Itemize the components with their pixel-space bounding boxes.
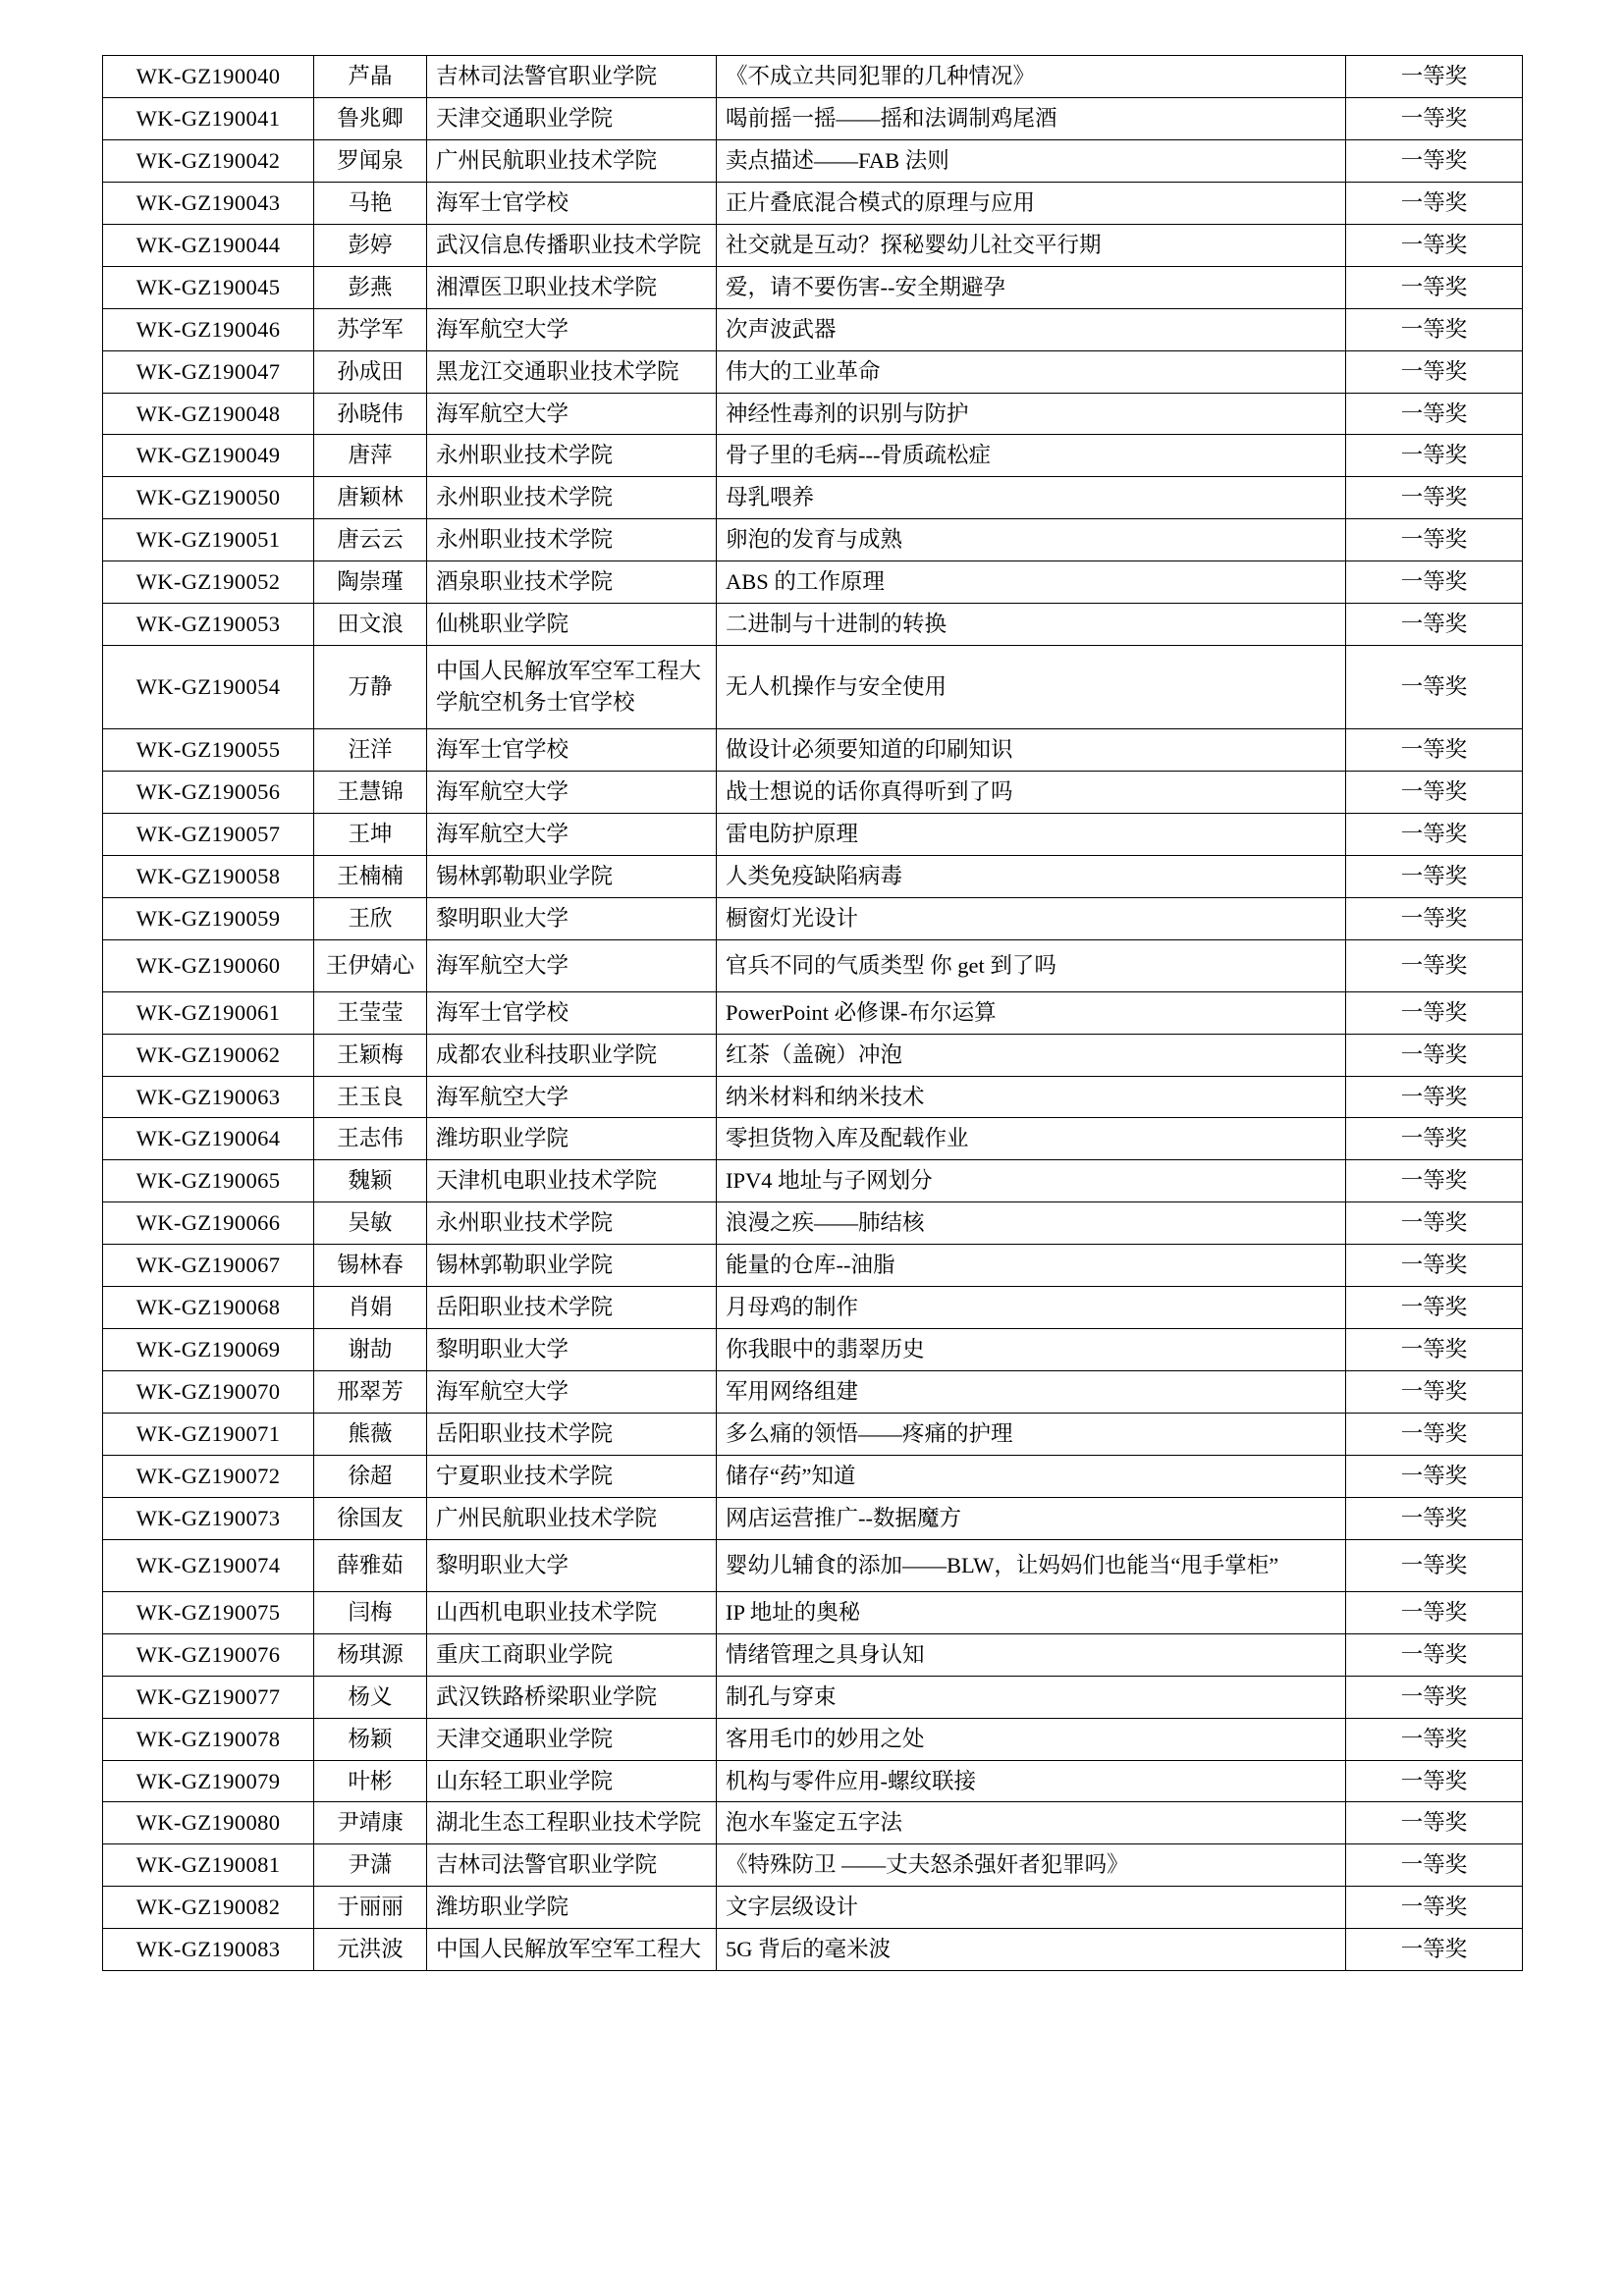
cell-code: WK-GZ190079: [103, 1760, 314, 1802]
table-row: [103, 266, 1523, 308]
cell-name: 马艳: [314, 182, 427, 224]
cell-institution: 海军士官学校: [427, 729, 717, 772]
cell-title: ABS 的工作原理: [717, 561, 1346, 604]
cell-title: 红茶（盖碗）冲泡: [717, 1034, 1346, 1076]
table-row: [103, 1245, 1523, 1287]
table-row: [103, 1497, 1523, 1539]
cell-title: 机构与零件应用-螺纹联接: [717, 1760, 1346, 1802]
cell-title: 战士想说的话你真得听到了吗: [717, 771, 1346, 813]
cell-name: 锡林春: [314, 1245, 427, 1287]
cell-code: WK-GZ190055: [103, 729, 314, 772]
cell-institution: 潍坊职业学院: [427, 1118, 717, 1160]
cell-name: 于丽丽: [314, 1887, 427, 1929]
cell-title: IPV4 地址与子网划分: [717, 1160, 1346, 1202]
cell-institution: 黎明职业大学: [427, 897, 717, 939]
cell-award: 一等奖: [1346, 1802, 1523, 1844]
cell-institution: 海军航空大学: [427, 1371, 717, 1414]
cell-title: IP 地址的奥秘: [717, 1591, 1346, 1633]
cell-name: 闫梅: [314, 1591, 427, 1633]
table-row: [103, 1633, 1523, 1676]
cell-code: WK-GZ190052: [103, 561, 314, 604]
cell-code: WK-GZ190067: [103, 1245, 314, 1287]
cell-code: WK-GZ190081: [103, 1844, 314, 1887]
cell-code: WK-GZ190046: [103, 308, 314, 350]
cell-institution: 武汉信息传播职业技术学院: [427, 224, 717, 266]
cell-name: 王伊婧心: [314, 939, 427, 991]
cell-title: 零担货物入库及配载作业: [717, 1118, 1346, 1160]
cell-title: 母乳喂养: [717, 477, 1346, 519]
cell-title: 多么痛的领悟——疼痛的护理: [717, 1414, 1346, 1456]
table-row: [103, 1760, 1523, 1802]
table-row: [103, 97, 1523, 139]
table-row: [103, 1455, 1523, 1497]
cell-award: 一等奖: [1346, 56, 1523, 98]
cell-award: 一等奖: [1346, 729, 1523, 772]
cell-title: 次声波武器: [717, 308, 1346, 350]
cell-title: 卵泡的发育与成熟: [717, 519, 1346, 561]
cell-name: 尹潇: [314, 1844, 427, 1887]
cell-award: 一等奖: [1346, 1118, 1523, 1160]
cell-award: 一等奖: [1346, 393, 1523, 435]
cell-institution: 潍坊职业学院: [427, 1887, 717, 1929]
cell-code: WK-GZ190073: [103, 1497, 314, 1539]
cell-code: WK-GZ190048: [103, 393, 314, 435]
cell-award: 一等奖: [1346, 1245, 1523, 1287]
cell-name: 王慧锦: [314, 771, 427, 813]
cell-title: 正片叠底混合模式的原理与应用: [717, 182, 1346, 224]
cell-institution: 永州职业技术学院: [427, 435, 717, 477]
cell-code: WK-GZ190078: [103, 1718, 314, 1760]
cell-award: 一等奖: [1346, 1633, 1523, 1676]
cell-code: WK-GZ190069: [103, 1329, 314, 1371]
table-row: [103, 771, 1523, 813]
table-row: [103, 1034, 1523, 1076]
cell-name: 唐云云: [314, 519, 427, 561]
cell-institution: 锡林郭勒职业学院: [427, 1245, 717, 1287]
cell-code: WK-GZ190071: [103, 1414, 314, 1456]
table-row: [103, 1844, 1523, 1887]
cell-institution: 海军航空大学: [427, 813, 717, 855]
cell-title: 伟大的工业革命: [717, 350, 1346, 393]
cell-code: WK-GZ190063: [103, 1076, 314, 1118]
cell-code: WK-GZ190040: [103, 56, 314, 98]
cell-award: 一等奖: [1346, 139, 1523, 182]
cell-code: WK-GZ190061: [103, 991, 314, 1034]
cell-name: 王坤: [314, 813, 427, 855]
cell-institution: 海军航空大学: [427, 939, 717, 991]
cell-title: 喝前摇一摇——摇和法调制鸡尾酒: [717, 97, 1346, 139]
cell-award: 一等奖: [1346, 477, 1523, 519]
cell-award: 一等奖: [1346, 1676, 1523, 1718]
cell-code: WK-GZ190051: [103, 519, 314, 561]
cell-award: 一等奖: [1346, 97, 1523, 139]
cell-award: 一等奖: [1346, 813, 1523, 855]
cell-title: 二进制与十进制的转换: [717, 604, 1346, 646]
cell-award: 一等奖: [1346, 1329, 1523, 1371]
cell-name: 熊薇: [314, 1414, 427, 1456]
cell-code: WK-GZ190077: [103, 1676, 314, 1718]
cell-code: WK-GZ190049: [103, 435, 314, 477]
cell-institution: 湖北生态工程职业技术学院: [427, 1802, 717, 1844]
cell-title: 月母鸡的制作: [717, 1287, 1346, 1329]
cell-award: 一等奖: [1346, 939, 1523, 991]
cell-title: 制孔与穿束: [717, 1676, 1346, 1718]
table-row: [103, 1118, 1523, 1160]
cell-name: 元洪波: [314, 1929, 427, 1971]
table-row: [103, 224, 1523, 266]
cell-institution: 海军航空大学: [427, 393, 717, 435]
cell-award: 一等奖: [1346, 1591, 1523, 1633]
cell-name: 孙晓伟: [314, 393, 427, 435]
table-row: [103, 1076, 1523, 1118]
table-row: [103, 855, 1523, 897]
cell-name: 王楠楠: [314, 855, 427, 897]
cell-award: 一等奖: [1346, 1371, 1523, 1414]
cell-code: WK-GZ190065: [103, 1160, 314, 1202]
awards-table: [102, 55, 1523, 1971]
cell-code: WK-GZ190076: [103, 1633, 314, 1676]
cell-name: 徐超: [314, 1455, 427, 1497]
cell-code: WK-GZ190059: [103, 897, 314, 939]
table-row: [103, 519, 1523, 561]
cell-award: 一等奖: [1346, 1202, 1523, 1245]
cell-award: 一等奖: [1346, 1160, 1523, 1202]
cell-code: WK-GZ190044: [103, 224, 314, 266]
cell-name: 王颖梅: [314, 1034, 427, 1076]
cell-name: 谢劼: [314, 1329, 427, 1371]
table-row: [103, 1802, 1523, 1844]
cell-title: 《不成立共同犯罪的几种情况》: [717, 56, 1346, 98]
cell-award: 一等奖: [1346, 1539, 1523, 1591]
cell-institution: 天津交通职业学院: [427, 97, 717, 139]
cell-institution: 海军航空大学: [427, 771, 717, 813]
cell-institution: 海军士官学校: [427, 182, 717, 224]
cell-institution: 永州职业技术学院: [427, 477, 717, 519]
cell-institution: 永州职业技术学院: [427, 519, 717, 561]
cell-institution: 山西机电职业技术学院: [427, 1591, 717, 1633]
cell-code: WK-GZ190072: [103, 1455, 314, 1497]
cell-institution: 重庆工商职业学院: [427, 1633, 717, 1676]
cell-name: 邢翠芳: [314, 1371, 427, 1414]
cell-institution: 广州民航职业技术学院: [427, 1497, 717, 1539]
cell-title: 神经性毒剂的识别与防护: [717, 393, 1346, 435]
cell-code: WK-GZ190074: [103, 1539, 314, 1591]
cell-title: 人类免疫缺陷病毒: [717, 855, 1346, 897]
cell-name: 彭婷: [314, 224, 427, 266]
cell-award: 一等奖: [1346, 646, 1523, 729]
cell-award: 一等奖: [1346, 1287, 1523, 1329]
cell-name: 汪洋: [314, 729, 427, 772]
table-row: [103, 182, 1523, 224]
cell-institution: 天津机电职业技术学院: [427, 1160, 717, 1202]
table-row: [103, 991, 1523, 1034]
cell-title: 雷电防护原理: [717, 813, 1346, 855]
cell-title: 骨子里的毛病---骨质疏松症: [717, 435, 1346, 477]
table-row: [103, 604, 1523, 646]
cell-title: 文字层级设计: [717, 1887, 1346, 1929]
cell-code: WK-GZ190064: [103, 1118, 314, 1160]
cell-institution: 岳阳职业技术学院: [427, 1287, 717, 1329]
cell-institution: 海军航空大学: [427, 1076, 717, 1118]
table-row: [103, 435, 1523, 477]
cell-title: 做设计必须要知道的印刷知识: [717, 729, 1346, 772]
cell-code: WK-GZ190050: [103, 477, 314, 519]
cell-institution: 中国人民解放军空军工程大学航空机务士官学校: [427, 646, 717, 729]
cell-title: 卖点描述——FAB 法则: [717, 139, 1346, 182]
cell-title: PowerPoint 必修课-布尔运算: [717, 991, 1346, 1034]
table-row: [103, 939, 1523, 991]
cell-award: 一等奖: [1346, 1455, 1523, 1497]
cell-code: WK-GZ190075: [103, 1591, 314, 1633]
cell-institution: 成都农业科技职业学院: [427, 1034, 717, 1076]
cell-name: 唐颖林: [314, 477, 427, 519]
cell-institution: 广州民航职业技术学院: [427, 139, 717, 182]
cell-institution: 湘潭医卫职业技术学院: [427, 266, 717, 308]
cell-award: 一等奖: [1346, 308, 1523, 350]
cell-institution: 宁夏职业技术学院: [427, 1455, 717, 1497]
table-row: [103, 1591, 1523, 1633]
table-row: [103, 56, 1523, 98]
table-row: [103, 1929, 1523, 1971]
cell-code: WK-GZ190043: [103, 182, 314, 224]
cell-institution: 天津交通职业学院: [427, 1718, 717, 1760]
cell-award: 一等奖: [1346, 1844, 1523, 1887]
cell-title: 婴幼儿辅食的添加——BLW，让妈妈们也能当“甩手掌柜”: [717, 1539, 1346, 1591]
table-row: [103, 729, 1523, 772]
cell-name: 王欣: [314, 897, 427, 939]
cell-institution: 岳阳职业技术学院: [427, 1414, 717, 1456]
cell-title: 能量的仓库--油脂: [717, 1245, 1346, 1287]
cell-name: 杨义: [314, 1676, 427, 1718]
cell-code: WK-GZ190053: [103, 604, 314, 646]
cell-award: 一等奖: [1346, 1760, 1523, 1802]
cell-name: 孙成田: [314, 350, 427, 393]
cell-award: 一等奖: [1346, 1929, 1523, 1971]
cell-award: 一等奖: [1346, 266, 1523, 308]
cell-name: 杨颖: [314, 1718, 427, 1760]
cell-name: 唐萍: [314, 435, 427, 477]
cell-award: 一等奖: [1346, 1887, 1523, 1929]
cell-institution: 武汉铁路桥梁职业学院: [427, 1676, 717, 1718]
cell-institution: 仙桃职业学院: [427, 604, 717, 646]
cell-code: WK-GZ190062: [103, 1034, 314, 1076]
cell-name: 芦晶: [314, 56, 427, 98]
table-row: [103, 1718, 1523, 1760]
cell-code: WK-GZ190047: [103, 350, 314, 393]
cell-award: 一等奖: [1346, 855, 1523, 897]
cell-name: 苏学军: [314, 308, 427, 350]
cell-award: 一等奖: [1346, 1034, 1523, 1076]
cell-title: 情绪管理之具身认知: [717, 1633, 1346, 1676]
cell-award: 一等奖: [1346, 519, 1523, 561]
cell-title: 纳米材料和纳米技术: [717, 1076, 1346, 1118]
cell-institution: 锡林郭勒职业学院: [427, 855, 717, 897]
cell-award: 一等奖: [1346, 224, 1523, 266]
cell-institution: 酒泉职业技术学院: [427, 561, 717, 604]
cell-code: WK-GZ190058: [103, 855, 314, 897]
table-row: [103, 646, 1523, 729]
table-row: [103, 393, 1523, 435]
cell-name: 吴敏: [314, 1202, 427, 1245]
cell-name: 鲁兆卿: [314, 97, 427, 139]
cell-name: 万静: [314, 646, 427, 729]
cell-name: 杨琪源: [314, 1633, 427, 1676]
table-row: [103, 1371, 1523, 1414]
cell-institution: 山东轻工职业学院: [427, 1760, 717, 1802]
cell-title: 无人机操作与安全使用: [717, 646, 1346, 729]
cell-name: 尹靖康: [314, 1802, 427, 1844]
cell-award: 一等奖: [1346, 771, 1523, 813]
cell-institution: 海军航空大学: [427, 308, 717, 350]
cell-title: 军用网络组建: [717, 1371, 1346, 1414]
cell-title: 爱，请不要伤害--安全期避孕: [717, 266, 1346, 308]
cell-award: 一等奖: [1346, 1718, 1523, 1760]
table-row: [103, 1539, 1523, 1591]
cell-award: 一等奖: [1346, 561, 1523, 604]
cell-institution: 永州职业技术学院: [427, 1202, 717, 1245]
table-row: [103, 308, 1523, 350]
cell-name: 罗闻泉: [314, 139, 427, 182]
cell-institution: 黎明职业大学: [427, 1539, 717, 1591]
table-row: [103, 1414, 1523, 1456]
cell-code: WK-GZ190041: [103, 97, 314, 139]
cell-title: 客用毛巾的妙用之处: [717, 1718, 1346, 1760]
cell-name: 肖娟: [314, 1287, 427, 1329]
cell-title: 社交就是互动？探秘婴幼儿社交平行期: [717, 224, 1346, 266]
cell-award: 一等奖: [1346, 1414, 1523, 1456]
cell-title: 5G 背后的毫米波: [717, 1929, 1346, 1971]
cell-code: WK-GZ190083: [103, 1929, 314, 1971]
cell-award: 一等奖: [1346, 897, 1523, 939]
table-row: [103, 350, 1523, 393]
cell-award: 一等奖: [1346, 604, 1523, 646]
cell-code: WK-GZ190054: [103, 646, 314, 729]
cell-award: 一等奖: [1346, 182, 1523, 224]
table-row: [103, 1202, 1523, 1245]
cell-code: WK-GZ190082: [103, 1887, 314, 1929]
cell-code: WK-GZ190042: [103, 139, 314, 182]
table-row: [103, 1676, 1523, 1718]
cell-code: WK-GZ190080: [103, 1802, 314, 1844]
cell-title: 橱窗灯光设计: [717, 897, 1346, 939]
cell-code: WK-GZ190066: [103, 1202, 314, 1245]
cell-award: 一等奖: [1346, 435, 1523, 477]
cell-title: 储存“药”知道: [717, 1455, 1346, 1497]
cell-code: WK-GZ190068: [103, 1287, 314, 1329]
table-row: [103, 477, 1523, 519]
cell-code: WK-GZ190057: [103, 813, 314, 855]
table-row: [103, 1160, 1523, 1202]
cell-title: 《特殊防卫 ——丈夫怒杀强奸者犯罪吗》: [717, 1844, 1346, 1887]
cell-name: 陶崇瑾: [314, 561, 427, 604]
cell-code: WK-GZ190056: [103, 771, 314, 813]
cell-title: 泡水车鉴定五字法: [717, 1802, 1346, 1844]
cell-name: 王志伟: [314, 1118, 427, 1160]
cell-name: 薛雅茹: [314, 1539, 427, 1591]
cell-code: WK-GZ190060: [103, 939, 314, 991]
cell-title: 网店运营推广--数据魔方: [717, 1497, 1346, 1539]
cell-institution: 中国人民解放军空军工程大: [427, 1929, 717, 1971]
table-row: [103, 561, 1523, 604]
cell-name: 叶彬: [314, 1760, 427, 1802]
cell-institution: 海军士官学校: [427, 991, 717, 1034]
cell-institution: 黎明职业大学: [427, 1329, 717, 1371]
cell-code: WK-GZ190070: [103, 1371, 314, 1414]
cell-award: 一等奖: [1346, 1076, 1523, 1118]
table-row: [103, 139, 1523, 182]
cell-code: WK-GZ190045: [103, 266, 314, 308]
cell-award: 一等奖: [1346, 1497, 1523, 1539]
table-row: [103, 1887, 1523, 1929]
table-row: [103, 1329, 1523, 1371]
cell-name: 王玉良: [314, 1076, 427, 1118]
table-row: [103, 1287, 1523, 1329]
cell-name: 田文浪: [314, 604, 427, 646]
cell-name: 彭燕: [314, 266, 427, 308]
table-row: [103, 813, 1523, 855]
cell-institution: 黑龙江交通职业技术学院: [427, 350, 717, 393]
cell-award: 一等奖: [1346, 991, 1523, 1034]
cell-name: 魏颖: [314, 1160, 427, 1202]
table-row: [103, 897, 1523, 939]
cell-award: 一等奖: [1346, 350, 1523, 393]
cell-title: 你我眼中的翡翠历史: [717, 1329, 1346, 1371]
cell-institution: 吉林司法警官职业学院: [427, 56, 717, 98]
awards-table-body: [103, 56, 1523, 1971]
cell-title: 浪漫之疾——肺结核: [717, 1202, 1346, 1245]
cell-name: 王莹莹: [314, 991, 427, 1034]
cell-title: 官兵不同的气质类型 你 get 到了吗: [717, 939, 1346, 991]
cell-name: 徐国友: [314, 1497, 427, 1539]
cell-institution: 吉林司法警官职业学院: [427, 1844, 717, 1887]
